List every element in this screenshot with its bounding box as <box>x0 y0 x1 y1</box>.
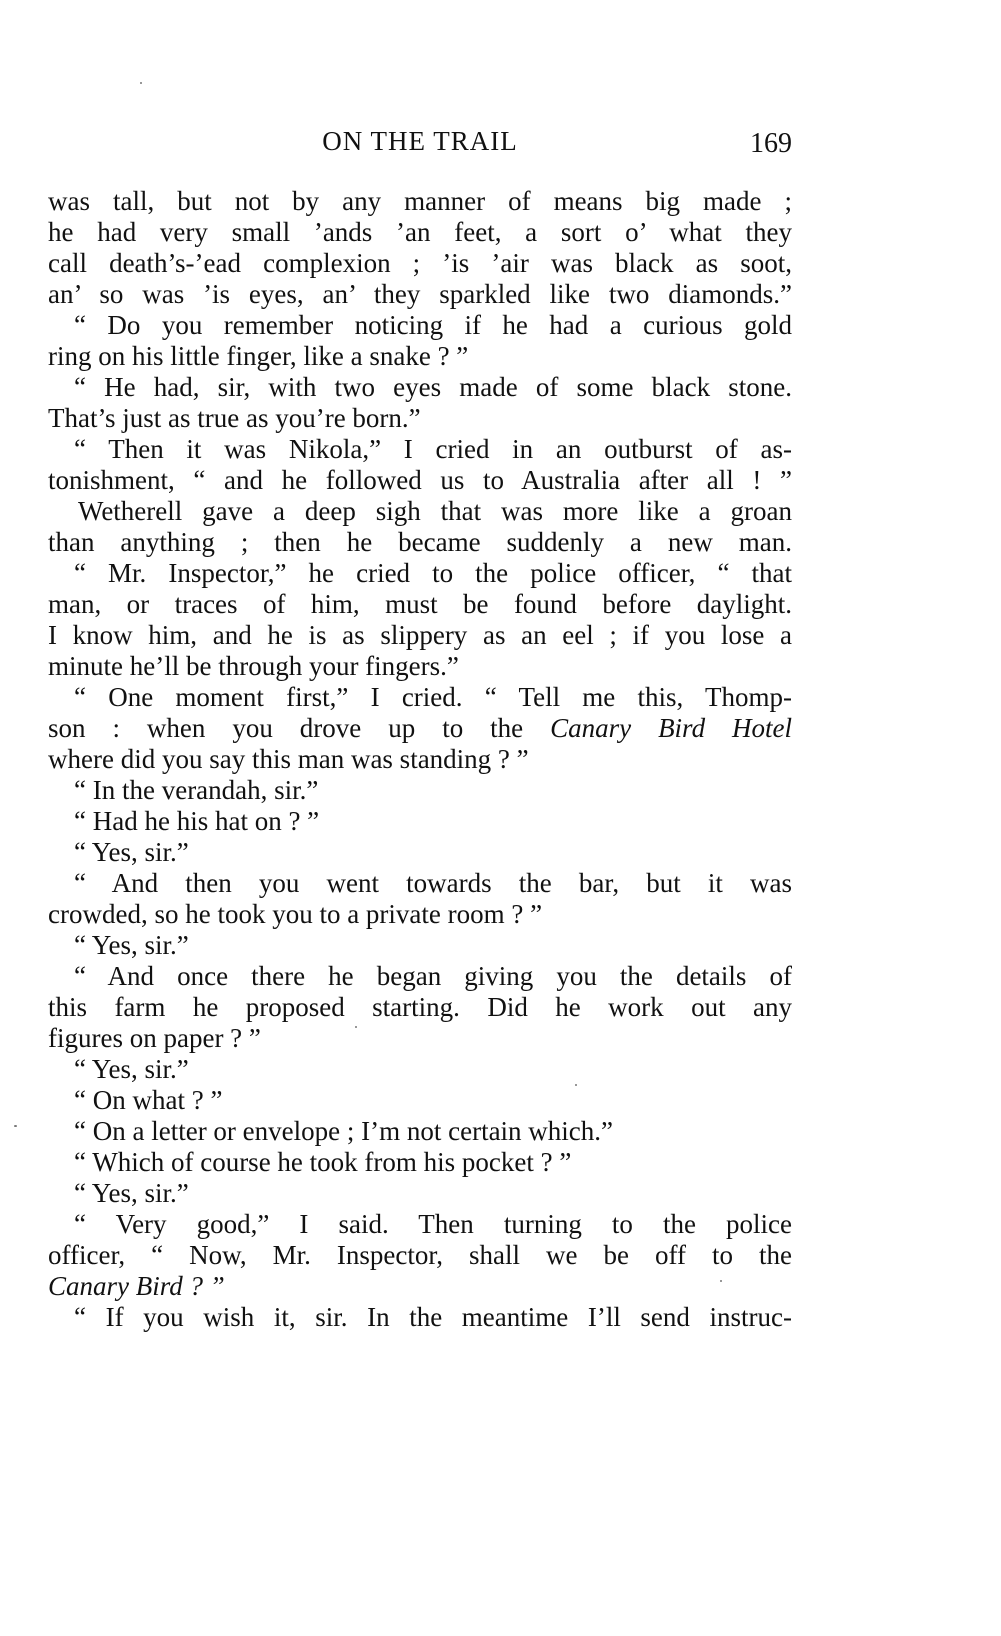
page-header <box>48 126 792 166</box>
text-line: “ Which of course he took from his pocket ? ” <box>74 1147 572 1177</box>
text-line: I know him, and he is as slippery as an eel ; if you lose a <box>48 620 792 650</box>
text-span: son : when you drove up to the <box>48 713 524 743</box>
italic-hotel-name: Canary Bird Hotel <box>550 713 793 743</box>
text-line: “ He had, sir, with two eyes made of some black stone. <box>74 372 792 402</box>
text-line: where did you say this man was standing ? ” <box>48 744 529 774</box>
text-line: man, or traces of him, must be found before daylight. <box>48 589 792 619</box>
text-line: “ And then you went towards the bar, but it was <box>74 868 792 898</box>
scan-speck <box>355 1026 357 1028</box>
text-line: “ Yes, sir.” <box>74 1054 189 1084</box>
scan-speck <box>720 1280 722 1282</box>
scan-speck <box>575 1084 577 1086</box>
text-line: “ Yes, sir.” <box>74 1178 189 1208</box>
text-line-with-italic <box>48 713 792 744</box>
text-line: was tall, but not by any manner of means big made ; <box>48 186 792 216</box>
text-line: “ On what ? ” <box>74 1085 223 1115</box>
text-line: ring on his little finger, like a snake ? ” <box>48 341 469 371</box>
text-line: minute he’ll be through your fingers.” <box>48 651 459 681</box>
text-line: officer, “ Now, Mr. Inspector, shall we be off to the <box>48 1240 792 1270</box>
text-line: figures on paper ? ” <box>48 1023 261 1053</box>
text-line: “ If you wish it, sir. In the meantime I’ll send instruc- <box>74 1302 792 1332</box>
scan-speck <box>14 1125 17 1127</box>
page-number: 169 <box>750 128 792 159</box>
text-line: “ Mr. Inspector,” he cried to the police officer, “ that <box>74 558 792 588</box>
text-line: “ Do you remember noticing if he had a curious gold <box>74 310 792 340</box>
text-line: an’ so was ’is eyes, an’ they sparkled like two diamonds.” <box>48 279 792 309</box>
text-line: “ In the verandah, sir.” <box>74 775 319 805</box>
body-text <box>48 186 792 1333</box>
text-line: That’s just as true as you’re born.” <box>48 403 421 433</box>
text-line: he had very small ’ands ’an feet, a sort o’ what they <box>48 217 792 247</box>
text-line: call death’s-’ead complexion ; ’is ’air was black as soot, <box>48 248 792 278</box>
text-line: “ Yes, sir.” <box>74 837 189 867</box>
text-line: “ One moment first,” I cried. “ Tell me this, Thomp- <box>74 682 792 712</box>
italic-text-line: Canary Bird ? ” <box>48 1271 225 1301</box>
text-line: “ Yes, sir.” <box>74 930 189 960</box>
text-line: “ And once there he began giving you the details of <box>74 961 792 991</box>
text-line: “ Then it was Nikola,” I cried in an outburst of as- <box>74 434 792 464</box>
text-line: Wetherell gave a deep sigh that was more like a groan <box>78 496 792 526</box>
running-head: ON THE TRAIL <box>322 126 518 156</box>
scan-speck <box>140 82 142 84</box>
text-line: “ Very good,” I said. Then turning to the police <box>74 1209 792 1239</box>
text-line: crowded, so he took you to a private room ? ” <box>48 899 543 929</box>
text-line: “ Had he his hat on ? ” <box>74 806 320 836</box>
text-line: “ On a letter or envelope ; I’m not certain which.” <box>74 1116 614 1146</box>
text-line: tonishment, “ and he followed us to Australia after all ! ” <box>48 465 792 495</box>
text-line: this farm he proposed starting. Did he work out any <box>48 992 792 1022</box>
text-line: than anything ; then he became suddenly a new man. <box>48 527 792 557</box>
